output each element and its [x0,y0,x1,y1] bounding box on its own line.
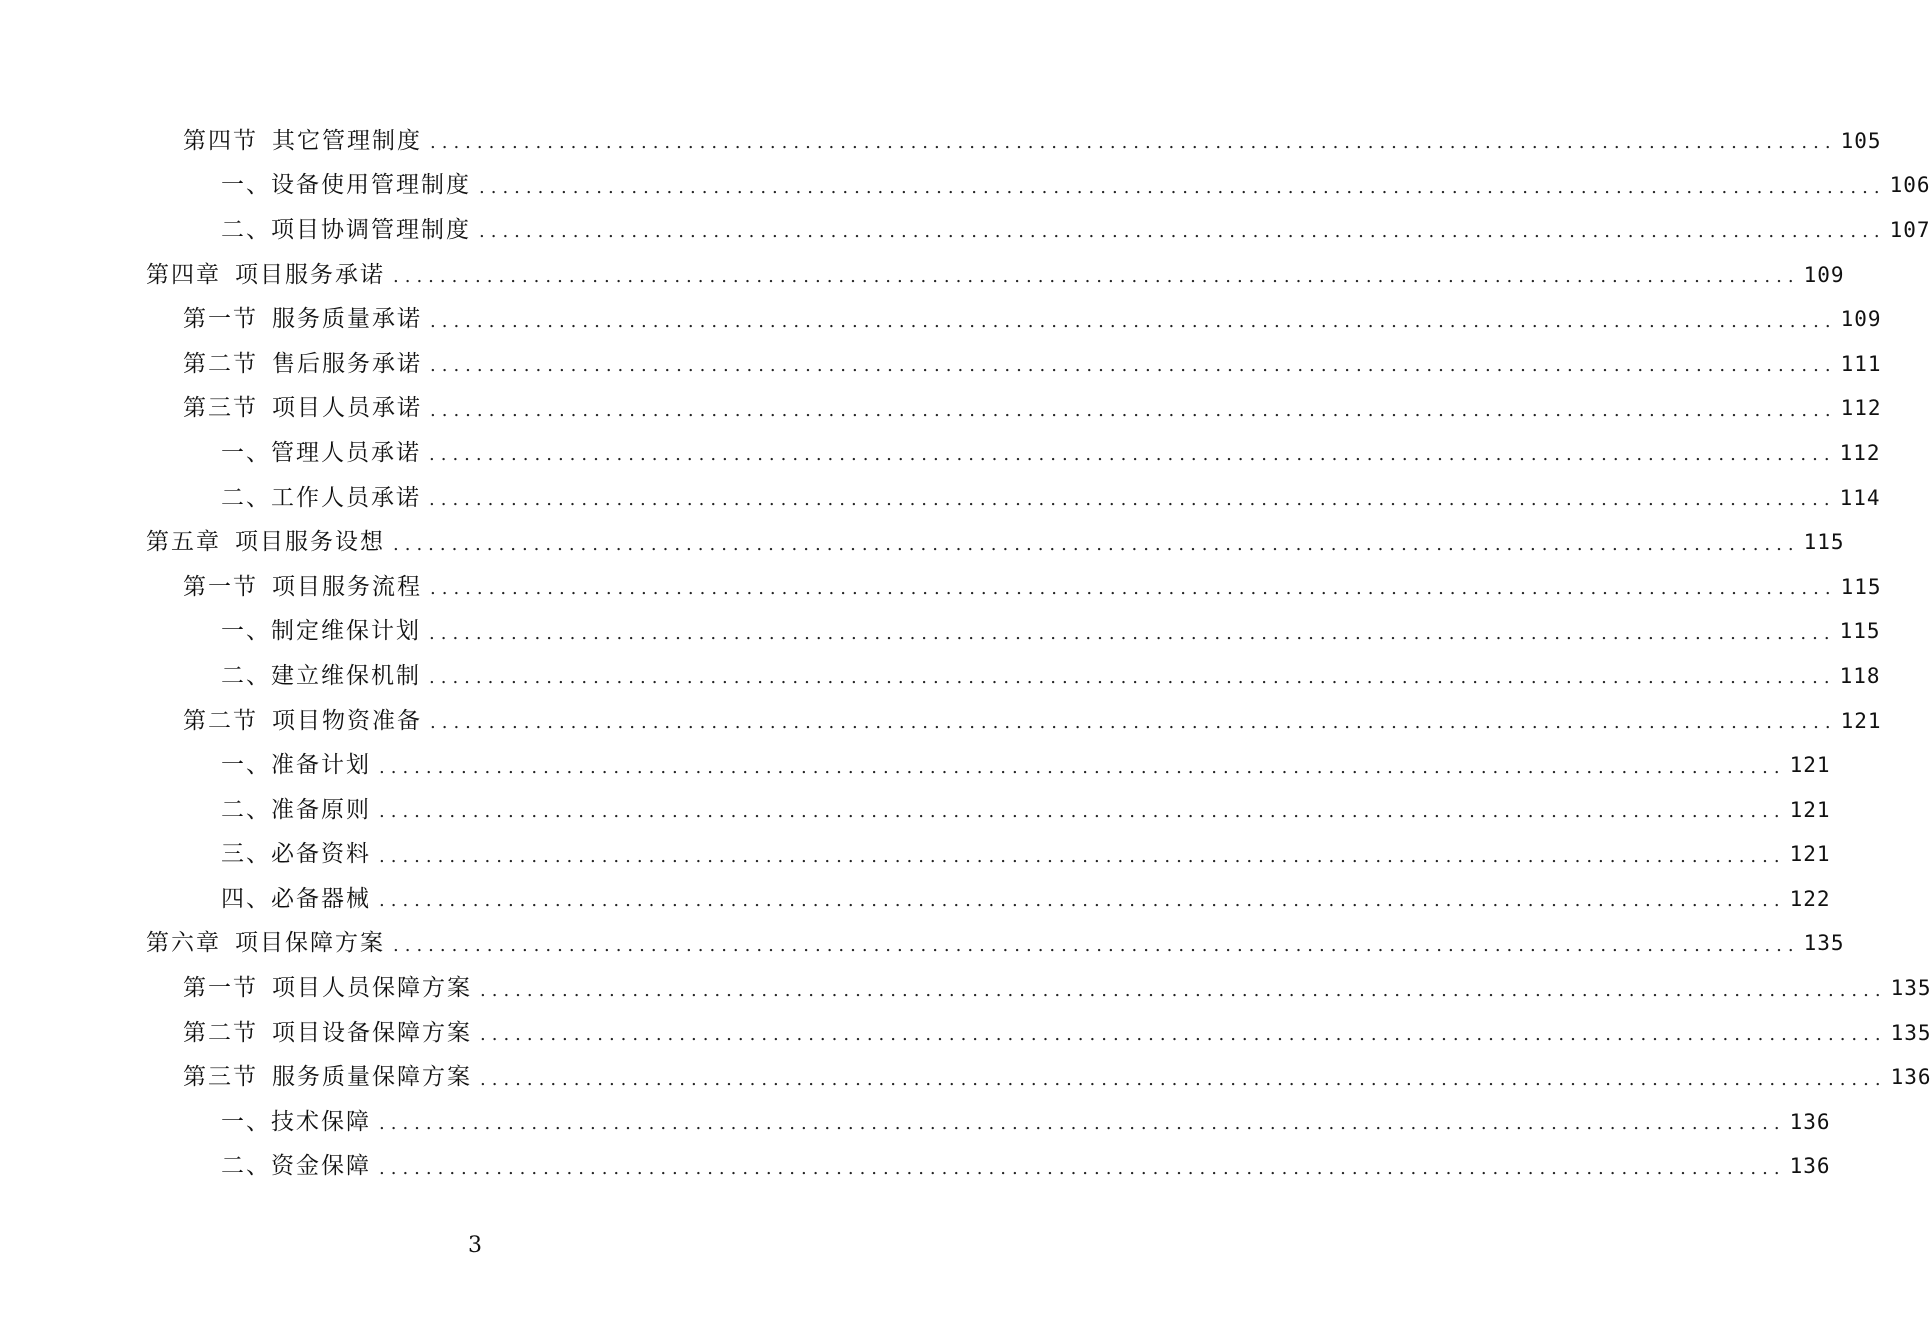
toc-entry[interactable] [0,1011,1932,1056]
dot-leader: ........................................................................................................................ [379,756,1786,778]
toc-entry-title: 项目物资准备 [272,707,422,734]
toc-entry-label [183,1019,472,1046]
toc-entry[interactable] [0,1100,1831,1145]
toc-entry-number: 第一节 [183,573,258,600]
toc-entry[interactable] [0,431,1881,476]
toc-entry-page: 121 [1789,842,1831,867]
dot-leader: ........................................................................................................................ [379,1157,1786,1179]
toc-entry[interactable] [0,297,1882,342]
toc-entry-title: 一、技术保障 [221,1108,371,1135]
toc-entry-number: 第四节 [183,127,258,154]
toc-entry-page: 121 [1789,797,1831,822]
toc-entry-label [221,484,421,511]
toc-entry[interactable] [0,877,1831,922]
dot-leader: ........................................................................................................................ [430,355,1837,377]
toc-entry-number: 第五章 [146,529,221,556]
toc-entry-title: 一、制定维保计划 [221,618,421,645]
toc-entry[interactable] [0,208,1931,253]
toc-entry-title: 二、项目协调管理制度 [221,216,471,243]
toc-entry[interactable] [0,520,1845,565]
toc-entry-title: 项目人员保障方案 [272,975,472,1002]
dot-leader: ........................................................................................................................ [480,1068,1887,1090]
dot-leader: ........................................................................................................................ [429,489,1836,511]
toc-entry-number: 第二节 [183,707,258,734]
toc-entry-label [183,397,422,420]
toc-entry-label [183,308,422,331]
toc-entry[interactable] [0,833,1831,878]
dot-leader: ........................................................................................................................ [430,578,1837,600]
toc-entry-title: 售后服务承诺 [272,350,422,377]
dot-leader: ........................................................................................................................ [379,801,1786,823]
dot-leader: ........................................................................................................................ [393,934,1800,956]
toc-entry[interactable] [0,119,1882,164]
toc-entry-page: 109 [1840,307,1882,332]
toc-entry-label [183,127,422,154]
toc-entry-title: 项目服务流程 [272,573,422,600]
toc-entry-page: 136 [1789,1154,1831,1179]
toc-entry-page: 111 [1840,351,1882,376]
toc-entry-page: 112 [1839,440,1881,465]
toc-entry-page: 136 [1890,1065,1932,1090]
toc-entry[interactable] [0,387,1882,432]
toc-entry-label [221,796,371,823]
dot-leader: ........................................................................................................................ [430,310,1837,332]
toc-entry-number: 第二节 [183,350,258,377]
toc-entry-title: 项目服务承诺 [235,261,385,288]
toc-entry-title: 二、准备原则 [221,796,371,823]
toc-entry-label [183,1066,472,1089]
toc-entry-title: 项目人员承诺 [272,395,422,422]
toc-entry-page: 107 [1889,217,1931,242]
toc-entry[interactable] [0,654,1881,699]
toc-entry[interactable] [0,610,1881,655]
toc-entry-label [221,885,371,912]
toc-entry-page: 112 [1840,396,1882,421]
toc-entry-page: 115 [1840,574,1882,599]
toc-entry[interactable] [0,699,1882,744]
toc-entry-label [221,620,421,643]
toc-entry-page: 106 [1889,173,1931,198]
toc-entry-number: 第六章 [146,930,221,957]
toc-entry-title: 一、准备计划 [221,752,371,779]
toc-entry-title: 其它管理制度 [272,127,422,154]
dot-leader: ........................................................................................................................ [430,132,1837,154]
toc-entry-page: 121 [1840,708,1882,733]
dot-leader: ........................................................................................................................ [479,221,1886,243]
toc-entry[interactable] [0,788,1831,833]
dot-leader: ........................................................................................................................ [430,399,1837,421]
toc-entry-label [183,707,422,734]
page-number: 3 [468,1233,482,1258]
dot-leader: ........................................................................................................................ [379,845,1786,867]
toc-entry-page: 115 [1839,619,1881,644]
dot-leader: ........................................................................................................................ [379,1113,1786,1135]
dot-leader: ........................................................................................................................ [429,622,1836,644]
toc-entry-page: 135 [1890,1020,1932,1045]
dot-leader: ........................................................................................................................ [479,176,1886,198]
dot-leader: ........................................................................................................................ [480,1024,1887,1046]
toc-entry-page: 105 [1840,128,1882,153]
toc-entry-title: 二、建立维保机制 [221,662,421,689]
toc-entry-label [183,977,472,1000]
toc-entry-page: 135 [1803,931,1845,956]
toc-entry-title: 项目保障方案 [235,930,385,957]
toc-entry-number: 第三节 [183,1064,258,1091]
toc-entry-title: 服务质量保障方案 [272,1064,472,1091]
toc-entry[interactable] [0,342,1882,387]
toc-entry[interactable] [0,565,1882,610]
toc-entry-label [146,932,385,955]
toc-entry[interactable] [0,253,1845,298]
toc-entry-label [146,531,385,554]
toc-entry-label [183,350,422,377]
toc-entry-number: 第二节 [183,1019,258,1046]
toc-entry-page: 115 [1803,530,1845,555]
toc-entry-title: 四、必备器械 [221,885,371,912]
toc-entry[interactable] [0,164,1931,209]
toc-entry-title: 服务质量承诺 [272,306,422,333]
toc-entry-label [183,573,422,600]
toc-entry-page: 136 [1789,1109,1831,1134]
toc-entry-label [221,174,471,197]
dot-leader: ........................................................................................................................ [429,667,1836,689]
toc-entry-number: 第三节 [183,395,258,422]
toc-entry-page: 135 [1890,976,1932,1001]
toc-entry[interactable] [0,743,1831,788]
toc-entry-title: 一、管理人员承诺 [221,439,421,466]
toc-entry-label [221,439,421,466]
dot-leader: ........................................................................................................................ [393,533,1800,555]
toc-entry-title: 三、必备资料 [221,841,371,868]
toc-entry-title: 二、工作人员承诺 [221,484,421,511]
toc-entry[interactable] [0,966,1932,1011]
toc-entry-label [221,1108,371,1135]
toc-entry-label [221,216,471,243]
toc-entry-number: 第一节 [183,306,258,333]
toc-entry-label [221,754,371,777]
toc-entry-page: 114 [1839,485,1881,510]
toc-entry-label [146,261,385,288]
toc-entry-title: 项目设备保障方案 [272,1019,472,1046]
toc-entry-page: 121 [1789,753,1831,778]
toc-entry-number: 第四章 [146,261,221,288]
dot-leader: ........................................................................................................................ [379,890,1786,912]
dot-leader: ........................................................................................................................ [429,444,1836,466]
dot-leader: ........................................................................................................................ [430,712,1837,734]
table-of-contents [0,119,1932,1189]
toc-entry-page: 122 [1789,886,1831,911]
toc-entry-title: 项目服务设想 [235,529,385,556]
toc-entry-page: 109 [1803,262,1845,287]
toc-entry-label [221,1155,371,1178]
toc-entry[interactable] [0,1055,1932,1100]
toc-entry-label [221,843,371,866]
toc-entry[interactable] [0,922,1845,967]
toc-entry-label [221,662,421,689]
toc-entry-title: 一、设备使用管理制度 [221,172,471,199]
toc-entry-title: 二、资金保障 [221,1153,371,1180]
toc-entry[interactable] [0,476,1881,521]
toc-entry[interactable] [0,1145,1831,1190]
dot-leader: ........................................................................................................................ [480,979,1887,1001]
toc-entry-page: 118 [1839,663,1881,688]
dot-leader: ........................................................................................................................ [393,266,1800,288]
toc-entry-number: 第一节 [183,975,258,1002]
